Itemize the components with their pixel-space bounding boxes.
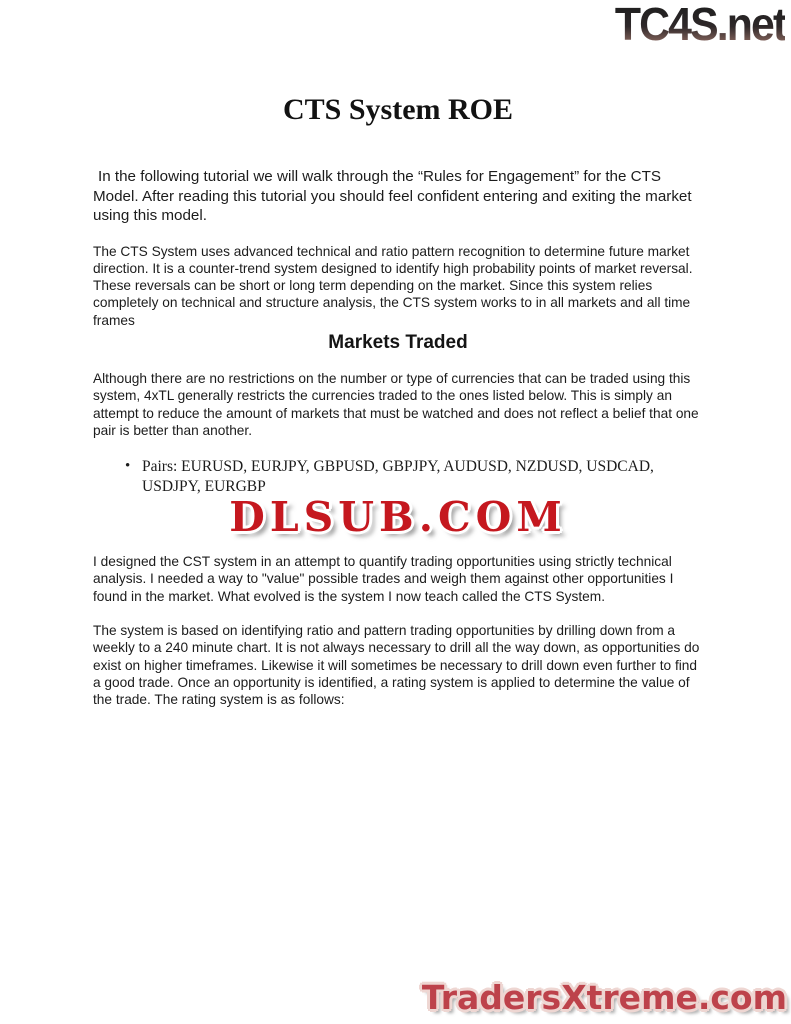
tc4s-site-logo: TC4S.net: [614, 0, 785, 50]
rating-system-paragraph: The system is based on identifying ratio and pattern trading opportunities by drilling down from a weekly to a 240 minute chart. It is not always necessary to drill all the way down, as opportunities do exist on higher timeframes. Likewise it will sometimes be necessary to drill down even further to find a good trade. Once an opportunity is identified, a rating system is applied to determine the value of the trade. The rating system is as follows:: [93, 623, 700, 708]
markets-traded-heading: Markets Traded: [328, 331, 468, 353]
bullet-marker: •: [125, 458, 131, 475]
intro-paragraph: In the following tutorial we will walk through the “Rules for Engagement” for the CTS Model. After reading this tutorial you should feel confident entering and exiting the market using this model.: [93, 168, 692, 224]
pairs-list-text: Pairs: EURUSD, EURJPY, GBPUSD, GBPJPY, AUDUSD, NZDUSD, USDCAD, USDJPY, EURGBP: [142, 458, 654, 495]
dlsub-watermark: DLSUB.COM: [229, 493, 567, 542]
page-title: CTS System ROE: [282, 93, 514, 126]
tradersxtreme-site-logo: TradersXtreme.com: [421, 978, 787, 1017]
watermark-container: [93, 493, 703, 541]
system-overview-paragraph: The CTS System uses advanced technical and ratio pattern recognition to determine future market direction. It is a counter-trend system designed to identify high probability points of market reversal. These reversals can be short or long term depending on the market. Since this system relies completely on technical and structure analysis, the CTS system works to in all markets and all time frames: [93, 243, 693, 328]
restrictions-paragraph: Although there are no restrictions on the number or type of currencies that can be traded using this system, 4xTL generally restricts the currencies traded to the ones listed below. This is simply an attempt to reduce the amount of markets that must be watched and does not reflect a belief that one pair is better than another.: [93, 370, 699, 438]
pairs-bullet-item: [93, 457, 703, 496]
system-design-paragraph: I designed the CST system in an attempt to quantify trading opportunities using strictly technical analysis. I needed a way to "value" possible trades and weigh them against other opportunities I found in the market. What evolved is the system I now teach called the CTS System.: [93, 554, 674, 604]
